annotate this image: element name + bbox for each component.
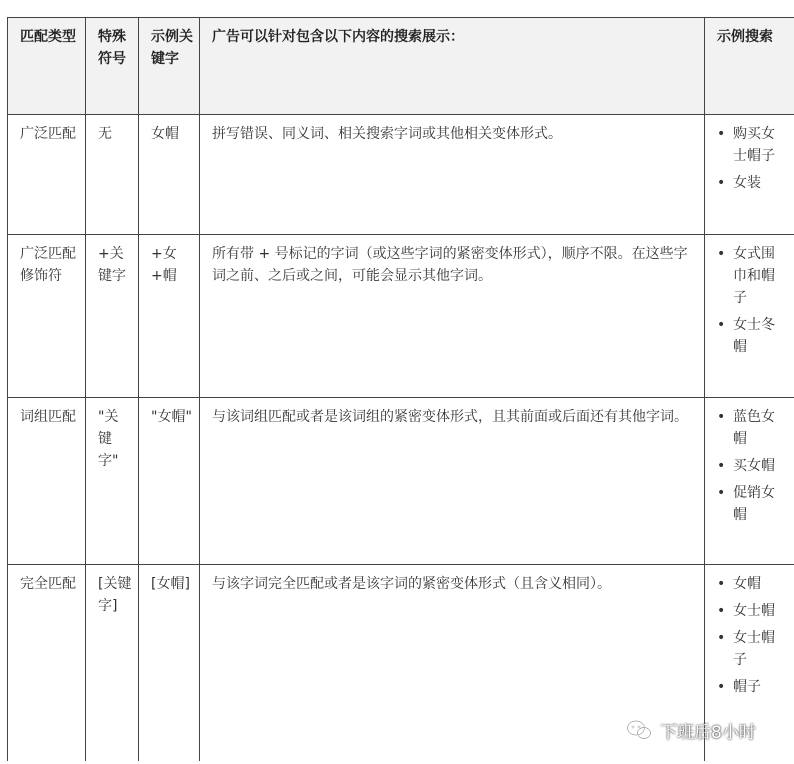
list-item: • 女士冬帽 [717,314,789,358]
table-row [8,115,794,235]
list-item: • 促销女帽 [717,482,789,526]
list-item: • 购买女士帽子 [717,123,789,167]
cell-special-symbol: 无 [86,115,139,235]
match-types-table-wrapper [7,17,794,761]
table-row [8,398,794,565]
cell-match-type: 广泛匹配修饰符 [8,235,86,398]
list-item: • 女士帽子 [717,627,789,671]
cell-match-type: 广泛匹配 [8,115,86,235]
cell-example-searches [705,235,794,398]
cell-description: 与该字词完全匹配或者是该字词的紧密变体形式（且含义相同）。 [200,565,705,762]
wechat-icon [626,719,652,741]
watermark-text: 下班后8小时 [660,722,756,743]
header-match-type: 匹配类型 [8,18,86,115]
list-item: • 帽子 [717,676,789,698]
header-example-searches: 示例搜索 [705,18,794,115]
cell-example-keyword: "女帽" [139,398,200,565]
example-search-list [717,573,789,698]
cell-example-keyword: [女帽] [139,565,200,762]
cell-special-symbol: +关键字 [86,235,139,398]
example-search-list [717,243,789,358]
list-item: • 女士帽 [717,600,789,622]
table-header-row [8,18,794,115]
list-item: • 蓝色女帽 [717,406,789,450]
cell-special-symbol: [关键字] [86,565,139,762]
table-row [8,235,794,398]
cell-example-searches [705,398,794,565]
match-types-table [7,17,794,761]
list-item: • 女式围巾和帽子 [717,243,789,309]
cell-match-type: 词组匹配 [8,398,86,565]
cell-match-type: 完全匹配 [8,565,86,762]
cell-example-searches [705,115,794,235]
cell-example-keyword: 女帽 [139,115,200,235]
list-item: • 女帽 [717,573,789,595]
cell-description: 拼写错误、同义词、相关搜索字词或其他相关变体形式。 [200,115,705,235]
list-item: • 买女帽 [717,455,789,477]
header-special-symbol: 特殊符号 [86,18,139,115]
header-example-keyword: 示例关键字 [139,18,200,115]
header-description: 广告可以针对包含以下内容的搜索展示： [200,18,705,115]
example-search-list [717,406,789,526]
list-item: • 女装 [717,172,789,194]
watermark [626,716,756,744]
example-search-list [717,123,789,194]
cell-special-symbol: "关键字" [86,398,139,565]
cell-example-keyword: +女+帽 [139,235,200,398]
cell-description: 与该词组匹配或者是该词组的紧密变体形式，且其前面或后面还有其他字词。 [200,398,705,565]
cell-description: 所有带 + 号标记的字词（或这些字词的紧密变体形式），顺序不限。在这些字词之前、之后或之间，可能会显示其他字词。 [200,235,705,398]
